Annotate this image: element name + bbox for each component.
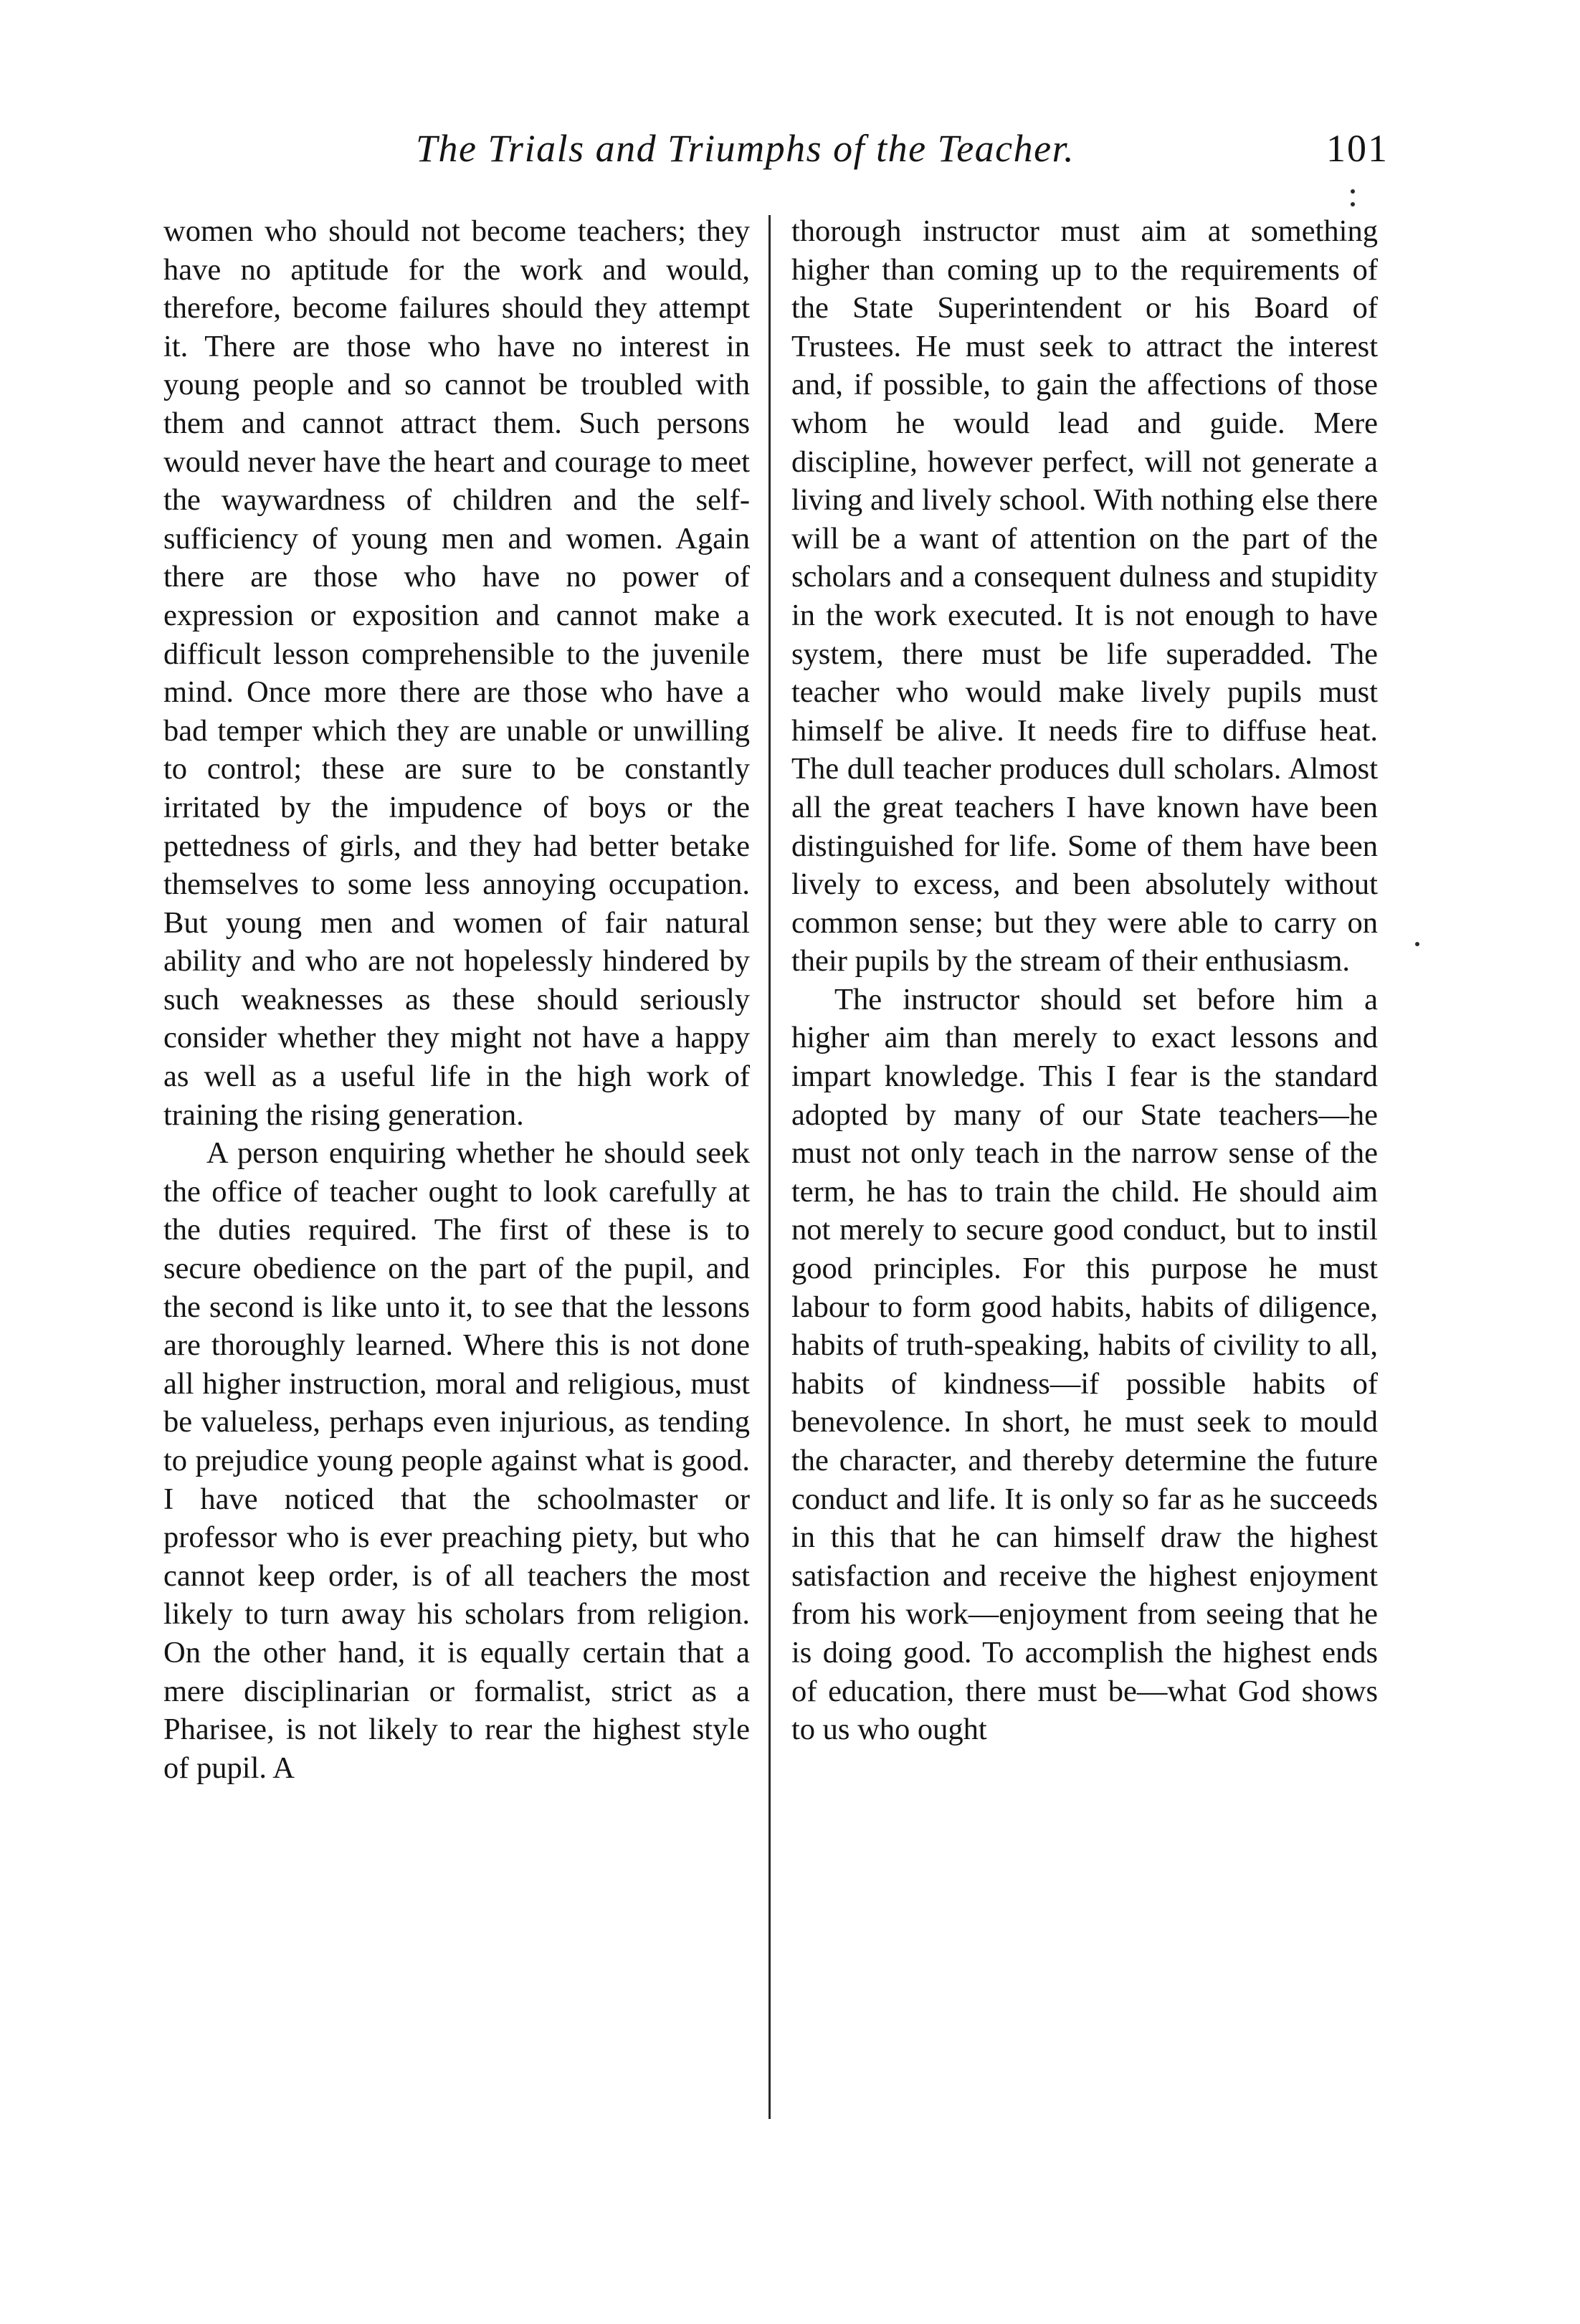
paragraph: The instructor should set before him a higher aim than merely to exact lessons and impart knowledge. This I fear is the standard adopted by many of our State teachers—he must not only teach in the narrow sense of the term, he has to train the child. He should aim not merely to secure good conduct, but to instil good principles. For this purpose he must labour to form good habits, habits of diligence, habits of truth-speaking, habits of civility to all, habits of kindness—if possible habits of benevolence. In short, he must seek to mould the character, and thereby determine the future conduct and life. It is only so far as he succeeds in this that he can himself draw the highest satisfaction and receive the highest enjoyment from his work—enjoyment from seeing that he is doing good. To accomplish the highest ends of education, there must be—what God shows to us who ought [791,982,1378,1747]
paragraph: A person enquiring whether he should seek the office of teacher ought to look carefully at the duties required. The first of these is to secure obedience on the part of the pupil, and the second is like unto it, to see that the lessons are thoroughly learned. Where this is not done all higher instruction, moral and religious, must be valueless, perhaps even injurious, as tending to prejudice young people against what is good. I have noticed that the schoolmaster or professor who is ever preaching piety, but who cannot keep order, is of all teachers the most likely to turn away his scholars from religion. On the other hand, it is equally certain that a mere disciplinarian or formalist, strict as a Pharisee, is not likely to rear the highest style of pupil. A [163,1136,750,1785]
paragraph: thorough instructor must aim at something higher than coming up to the requirements of the State Superintendent or his Board of Trustees. He must seek to attract the interest and, if possible, to gain the affections of those whom he would lead and guide. Mere discipline, however perfect, will not generate a living and lively school. With nothing else there will be a want of attention on the part of the scholars and a consequent dulness and stupidity in the work executed. It is not enough to have system, there must be life superadded. The teacher who would make lively pupils must himself be alive. It needs fire to diffuse heat. The dull teacher produces dull scholars. Almost all the great teachers I have known have been distinguished for life. Some of them have been lively to excess, and been absolutely without common sense; but they were able to carry on their pupils by the stream of their enthusiasm. [791,214,1378,978]
column-divider [768,215,771,2119]
right-column [791,212,1378,1749]
stray-mark [1415,942,1419,946]
running-head [0,126,1580,191]
running-title: The Trials and Triumphs of the Teacher. [416,127,1075,170]
paragraph: women who should not become teachers; they have no aptitude for the work and would, therefore, become failures should they attempt it. There are those who have no interest in young people and so cannot be troubled with them and cannot attract them. Such persons would never have the heart and courage to meet the waywardness of children and the self-sufficiency of young men and women. Again there are those who have no power of expression or exposition and cannot make a difficult lesson comprehensible to the juvenile mind. Once more there are those who have a bad temper which they are unable or unwilling to control; these are sure to be constantly irritated by the impudence of boys or the pettedness of girls, and they had better betake themselves to some less annoying occupation. But young men and women of fair natural ability and who are not hopelessly hindered by such weaknesses as these should seriously consider whether they might not have a happy as well as a useful life in the high work of training the rising generation. [163,214,750,1132]
page-number: 101 [1326,127,1389,170]
stray-mark [1351,189,1355,194]
left-column [163,212,750,1787]
stray-mark [1351,202,1355,206]
